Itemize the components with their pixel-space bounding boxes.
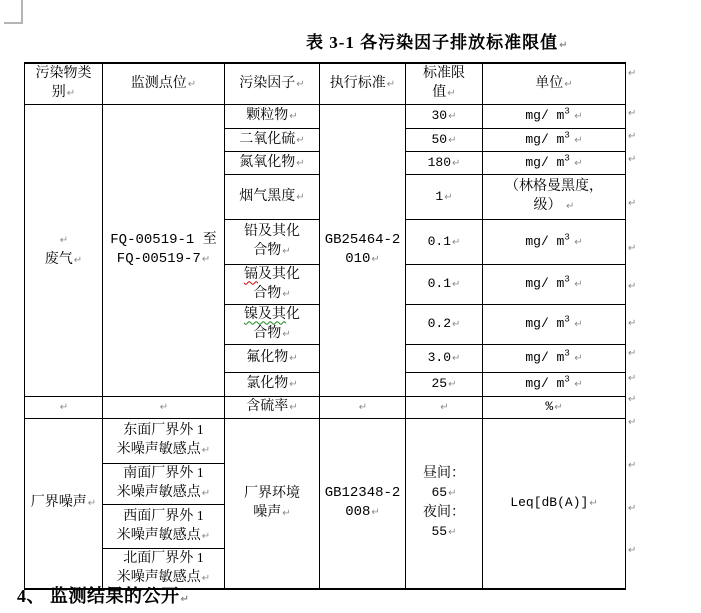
cell-limit-so2[interactable] [406,128,483,151]
category-text: 废气 [44,252,73,267]
header-text: 别 [51,85,66,101]
header-unit[interactable] [483,63,626,104]
cell-category-waste-gas[interactable] [25,104,103,396]
pilcrow-mark: ↵ [187,78,197,90]
point-text: FQ-00519-1 至 [110,232,217,248]
factor-text: 及其化 [258,266,300,282]
pilcrow-mark: ↵ [628,198,637,209]
cell-standard-gb25464[interactable] [320,104,406,396]
pilcrow-mark: ↵ [296,134,305,146]
cell-noise-point-south[interactable] [103,463,225,504]
pilcrow-mark: ↵ [448,134,457,146]
pilcrow-mark: ↵ [289,353,298,364]
unit-sup: 3 [564,274,570,285]
pilcrow-mark: ↵ [180,594,190,605]
header-row [25,63,626,104]
cell-limit-lead[interactable] [406,219,483,264]
table-row [25,418,626,463]
pilcrow-mark: ↵ [574,279,583,290]
cell-factor-sulfur-rate[interactable] [225,396,320,418]
pilcrow-mark: ↵ [358,402,368,413]
unit-sup: 3 [564,314,570,325]
table-row [25,104,626,128]
pilcrow-mark: ↵ [452,319,461,330]
cell-factor-fluoride[interactable] [225,344,320,372]
pilcrow-mark: ↵ [574,157,583,169]
point-text: 米噪声敏感点 [116,485,201,500]
category-text: 厂界噪声 [30,495,87,510]
factor-text: 含硫率 [246,399,289,414]
cell-unit-mg[interactable] [483,264,626,304]
pilcrow-mark: ↵ [289,111,298,122]
cell-category-noise[interactable] [25,418,103,589]
cell-unit-mg[interactable] [483,372,626,396]
pilcrow-mark: ↵ [628,68,637,79]
pilcrow-mark: ↵ [628,108,637,119]
pilcrow-mark: ↵ [282,246,291,257]
cell-noise-point-east[interactable] [103,418,225,463]
unit-text: mg/ m [525,276,565,291]
point-text: FQ-00519-7 [116,251,201,267]
pilcrow-mark: ↵ [59,235,69,246]
unit-text: % [545,399,554,414]
cell-empty[interactable] [406,396,483,418]
pilcrow-mark: ↵ [448,379,457,390]
unit-text: 级） [533,198,562,213]
pilcrow-mark: ↵ [289,402,298,413]
unit-sup: 3 [564,374,570,385]
cell-unit-ringelmann[interactable] [483,174,626,219]
standard-text: 008 [345,504,371,520]
header-text [25,83,102,103]
pilcrow-mark: ↵ [566,201,575,212]
pilcrow-mark: ↵ [59,402,69,413]
cell-factor-chloride[interactable] [225,372,320,396]
limit-text: 0.1 [427,233,451,249]
factor-text: 氟化物 [246,350,289,365]
pilcrow-mark: ↵ [574,111,583,122]
pilcrow-mark: ↵ [452,353,461,364]
pilcrow-mark: ↵ [87,498,97,509]
cell-limit-chloride[interactable] [406,372,483,396]
pilcrow-mark: ↵ [452,236,461,248]
cell-limit-nox[interactable] [406,151,483,174]
pilcrow-mark: ↵ [554,402,563,413]
pilcrow-mark: ↵ [452,279,461,290]
cell-limit-nickel[interactable] [406,304,483,344]
cell-unit-mg[interactable] [483,128,626,151]
section-heading [17,582,189,608]
standard-text: GB25464-2 [324,232,401,248]
cell-limit-particulate[interactable] [406,104,483,128]
header-monitoring-point[interactable] [103,63,225,104]
factor-text: 厂界环境 [244,485,300,501]
limit-text: 55 [431,524,448,539]
pilcrow-mark: ↵ [628,460,637,471]
point-text: 米噪声敏感点 [116,527,201,543]
cell-limit-fluoride[interactable] [406,344,483,372]
section-heading-text: 4、 监测结果的公开 [17,586,180,606]
cell-factor-lead[interactable] [225,219,320,264]
cell-unit-mg[interactable] [483,151,626,174]
unit-text: mg/ m [525,376,565,391]
point-text: 东面厂界外 1 [123,423,204,438]
pilcrow-mark: ↵ [628,417,637,428]
cell-factor-nickel[interactable] [225,304,320,344]
limit-text: 30 [431,108,448,123]
pilcrow-mark: ↵ [371,254,380,265]
pilcrow-mark: ↵ [73,255,83,266]
pilcrow-mark: ↵ [447,88,456,100]
header-text: 值 [432,85,447,101]
unit-text: mg/ m [525,233,565,249]
factor-text: 铅及其化 [244,224,300,239]
header-limit[interactable] [406,63,483,104]
limit-text: 25 [431,376,448,391]
point-text: 北面厂界外 1 [123,550,204,566]
unit-text: mg/ m [525,108,565,123]
pilcrow-mark: ↵ [282,288,291,300]
point-text: 西面厂界外 1 [123,508,204,524]
pilcrow-mark: ↵ [201,445,211,456]
unit-sup: 3 [564,129,570,140]
cell-noise-point-west[interactable] [103,504,225,548]
cell-factor-cadmium[interactable] [225,264,320,304]
cell-limit-cadmium[interactable] [406,264,483,304]
cell-unit-mg[interactable] [483,344,626,372]
header-pollutant-category[interactable] [25,63,103,104]
header-pollution-factor[interactable] [225,63,320,104]
pilcrow-mark: ↵ [628,131,637,142]
factor-text: 二氧化硫 [239,131,296,147]
factor-text: 合物 [253,325,282,341]
header-text: 执行标准 [329,75,386,91]
pilcrow-mark: ↵ [282,507,291,519]
pilcrow-mark: ↵ [448,111,457,122]
point-text: 南面厂界外 1 [123,466,204,481]
table-row-sulfur [25,396,626,418]
pilcrow-mark: ↵ [589,498,598,509]
limit-text: 3.0 [427,350,451,365]
pilcrow-mark: ↵ [159,402,169,413]
limit-text: 0.2 [427,316,451,331]
pilcrow-mark: ↵ [559,40,569,51]
point-text: 米噪声敏感点 [116,569,201,585]
pilcrow-mark: ↵ [628,545,637,556]
pilcrow-mark: ↵ [628,394,637,405]
pilcrow-mark: ↵ [201,254,211,265]
header-text: 污染因子 [239,75,296,91]
pilcrow-mark: ↵ [201,488,211,499]
factor-text: 化 [286,306,300,322]
cell-empty[interactable] [25,396,103,418]
limit-text: 夜间： [423,505,465,520]
factor-text: 氮氧化物 [239,154,296,170]
unit-text: mg/ m [525,131,565,147]
cell-factor-boundary-noise[interactable] [225,418,320,589]
pilcrow-mark: ↵ [628,281,637,292]
pilcrow-mark: ↵ [628,348,637,359]
pilcrow-mark: ↵ [296,191,305,203]
misspelled-text: 镉 [244,266,258,282]
pilcrow-mark: ↵ [66,88,76,100]
pilcrow-mark: ↵ [282,328,291,340]
cell-factor-nox[interactable] [225,151,320,174]
pilcrow-mark: ↵ [289,379,298,390]
table-title-text: 表 3-1 各污染因子排放标准限值 [306,33,559,52]
pilcrow-mark: ↵ [371,507,380,518]
pilcrow-mark: ↵ [440,402,449,413]
pilcrow-mark: ↵ [444,191,453,203]
cell-standard-gb12348[interactable] [320,418,406,589]
cell-unit-leq[interactable] [483,418,626,589]
cell-unit-mg[interactable] [483,304,626,344]
standards-table[interactable] [24,62,626,590]
pilcrow-mark: ↵ [628,243,637,254]
factor-text: 颗粒物 [246,108,289,123]
pilcrow-mark: ↵ [201,530,211,542]
cell-factor-particulate[interactable] [225,104,320,128]
standard-text: GB12348-2 [324,485,401,501]
limit-text: 180 [427,154,451,170]
unit-text: Leq[dB(A)] [510,495,589,510]
limit-text: 65 [431,485,448,500]
pilcrow-mark: ↵ [452,157,461,169]
pilcrow-mark: ↵ [628,373,637,384]
cell-factor-so2[interactable] [225,128,320,151]
pilcrow-mark: ↵ [564,78,573,90]
cell-monitoring-point[interactable] [103,104,225,396]
cell-empty[interactable] [103,396,225,418]
unit-text: mg/ m [525,316,565,331]
margin-corner-mark [4,0,23,24]
unit-sup: 3 [564,106,570,117]
factor-text: 噪声 [253,504,282,520]
pilcrow-mark: ↵ [386,78,396,90]
unit-text: mg/ m [525,350,565,365]
pilcrow-mark: ↵ [296,78,305,90]
pilcrow-mark: ↵ [574,379,583,390]
cell-empty[interactable] [320,396,406,418]
unit-text: （林格曼黑度， [505,179,603,194]
pilcrow-mark: ↵ [628,154,637,165]
unit-sup: 3 [564,152,570,163]
table-title [306,28,569,53]
pilcrow-mark: ↵ [574,353,583,364]
limit-text: 50 [431,131,448,147]
header-standard[interactable] [320,63,406,104]
unit-sup: 3 [564,231,570,242]
header-text: 标准限 [423,66,465,82]
header-text: 污染物类 [35,66,92,82]
pilcrow-mark: ↵ [574,236,583,248]
unit-sup: 3 [564,348,570,359]
cell-factor-smoke[interactable] [225,174,320,219]
cell-unit-mg[interactable] [483,219,626,264]
pilcrow-mark: ↵ [628,503,637,514]
pilcrow-mark: ↵ [296,157,305,169]
standard-text: 010 [345,251,371,267]
pilcrow-mark: ↵ [448,488,457,499]
factor-text: 合物 [253,285,282,301]
header-text [406,83,482,103]
factor-text: 氯化物 [246,376,289,391]
pilcrow-mark: ↵ [574,319,583,330]
grammar-flagged-text: 镍及其 [244,306,286,322]
unit-text: mg/ m [525,154,565,170]
header-text: 单位 [535,75,564,91]
pilcrow-mark: ↵ [628,318,637,329]
header-text: 监测点位 [130,75,187,91]
factor-text: 合物 [253,243,282,258]
cell-unit-percent[interactable] [483,396,626,418]
limit-text: 0.1 [427,276,451,291]
pilcrow-mark: ↵ [201,572,211,584]
pilcrow-mark: ↵ [448,527,457,538]
cell-unit-mg[interactable] [483,104,626,128]
pilcrow-mark: ↵ [574,134,583,146]
limit-text: 1 [435,188,444,204]
limit-text: 昼间： [423,466,465,481]
cell-limit-noise[interactable] [406,418,483,589]
point-text: 米噪声敏感点 [116,442,201,457]
cell-limit-smoke[interactable] [406,174,483,219]
factor-text: 烟气黑度 [239,188,296,204]
